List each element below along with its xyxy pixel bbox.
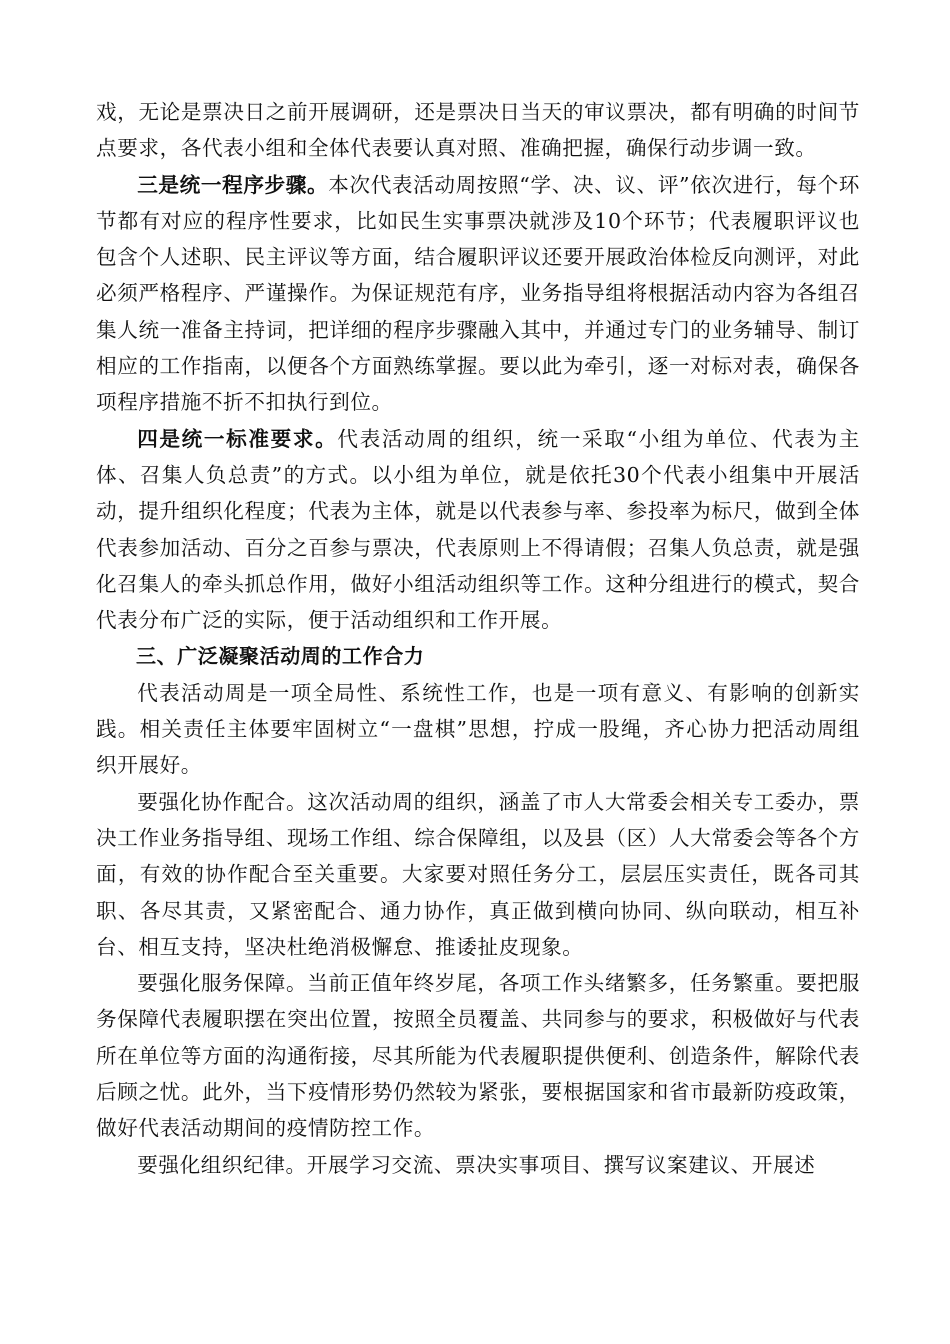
- document-page: [96, 94, 860, 1183]
- paragraph-intro: [96, 675, 860, 784]
- paragraph-service: [96, 965, 860, 1146]
- paragraph-unify-standard: [96, 421, 860, 639]
- paragraph-text: 要强化服务保障。当前正值年终岁尾，各项工作头绪繁多，任务繁重。要把服务保障代表履职摆在突出位置，按照全员覆盖、共同参与的要求，积极做好与代表所在单位等方面的沟通衔接，尽其所能为代表履职提供便利、创造条件，解除代表后顾之忧。此外，当下疫情形势仍然较为紧张，要根据国家和省市最新防疫政策，做好代表活动期间的疫情防控工作。: [96, 971, 860, 1141]
- paragraph-lead: 三是统一程序步骤。: [137, 172, 329, 197]
- paragraph-continuation: [96, 94, 860, 167]
- paragraph-lead: 四是统一标准要求。: [137, 426, 338, 451]
- paragraph-text: 代表活动周的组织，统一采取“小组为单位、代表为主体、召集人负总责”的方式。以小组为单位，就是依托30个代表小组集中开展活动，提升组织化程度；代表为主体，就是以代表参与率、参投率为标尺，做到全体代表参加活动、百分之百参与票决，代表原则上不得请假；召集人负总责，就是强化召集人的牵头抓总作用，做好小组活动组织等工作。这种分组进行的模式，契合代表分布广泛的实际，便于活动组织和工作开展。: [96, 426, 860, 633]
- paragraph-discipline: [96, 1147, 860, 1183]
- paragraph-text: 本次代表活动周按照“学、决、议、评”依次进行，每个环节都有对应的程序性要求，比如民生实事票决就涉及10个环节；代表履职评议也包含个人述职、民主评议等方面，结合履职评议还要开展政治体检反向测评，对此必须严格程序、严谨操作。为保证规范有序，业务指导组将根据活动内容为各组召集人统一准备主持词，把详细的程序步骤融入其中，并通过专门的业务辅导、制订相应的工作指南，以便各个方面熟练掌握。要以此为牵引，逐一对标对表，确保各项程序措施不折不扣执行到位。: [96, 172, 861, 415]
- paragraph-text: 戏，无论是票决日之前开展调研，还是票决日当天的审议票决，都有明确的时间节点要求，各代表小组和全体代表要认真对照、准确把握，确保行动步调一致。: [96, 100, 860, 161]
- paragraph-text: 要强化组织纪律。开展学习交流、票决实事项目、撰写议案建议、开展述: [137, 1152, 816, 1177]
- paragraph-unify-procedure: [96, 167, 860, 421]
- paragraph-text: 代表活动周是一项全局性、系统性工作，也是一项有意义、有影响的创新实践。相关责任主体要牢固树立“一盘棋”思想，拧成一股绳，齐心协力把活动周组织开展好。: [96, 680, 860, 778]
- paragraph-cooperation: [96, 784, 860, 965]
- section-heading: 三、广泛凝聚活动周的工作合力: [136, 644, 425, 669]
- paragraph-text: 要强化协作配合。这次活动周的组织，涵盖了市人大常委会相关专工委办，票决工作业务指导组、现场工作组、综合保障组，以及县（区）人大常委会等各个方面，有效的协作配合至关重要。大家要对照任务分工，层层压实责任，既各司其职、各尽其责，又紧密配合、通力协作，真正做到横向协同、纵向联动，相互补台、相互支持，坚决杜绝消极懈怠、推诿扯皮现象。: [96, 789, 860, 959]
